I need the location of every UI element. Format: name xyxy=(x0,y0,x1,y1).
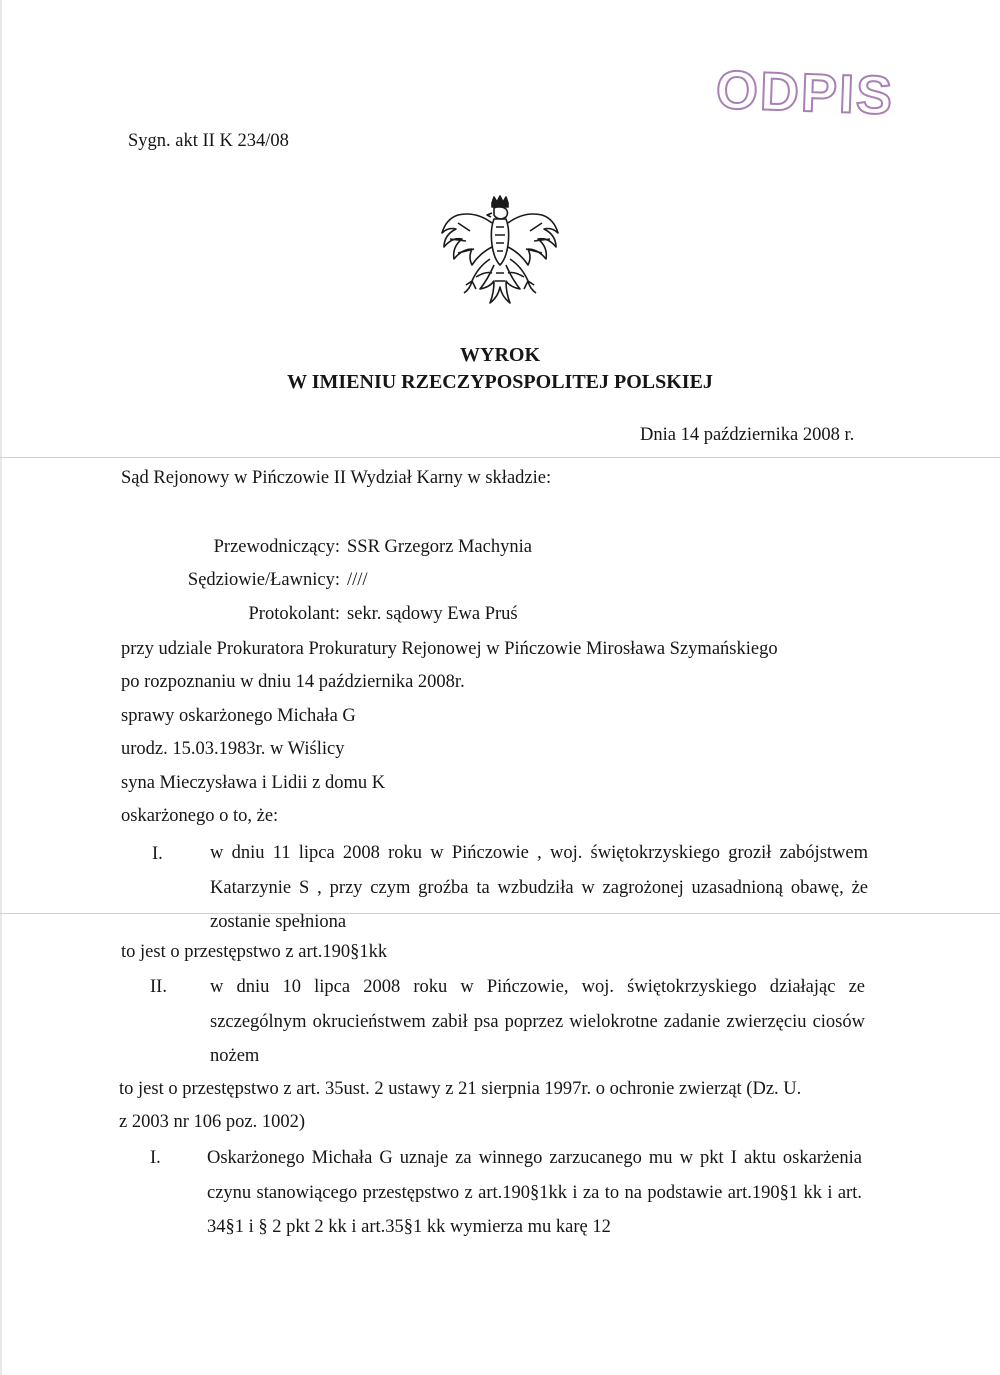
judgment-date: Dnia 14 października 2008 r. xyxy=(640,425,855,445)
defendant-line: sprawy oskarżonego Michała G xyxy=(121,706,356,726)
verdict-text: Oskarżonego Michała G uznaje za winnego zarzucanego mu w pkt I aktu oskarżenia czynu stanowiącego przestępstwo z art.190§1kk i za to na podstawie art.190§1 kk i art. 34§1 i § 2 pkt 2 kk i art.35§1 kk wymierza mu karę 12 xyxy=(207,1148,862,1237)
count-number: II. xyxy=(150,977,167,997)
chair-value: SSR Grzegorz Machynia xyxy=(347,537,532,557)
judgment-title: WYROK xyxy=(460,344,540,366)
hearing-line: po rozpoznaniu w dniu 14 października 2008r. xyxy=(121,672,465,692)
count-text: w dniu 10 lipca 2008 roku w Pińczowie, woj. świętokrzyskiego działając ze szczególnym okrucieństwem zabił psa poprzez wielokrotne zadanie zwierzęciu ciosów nożem xyxy=(210,977,865,1066)
case-signature: Sygn. akt II K 234/08 xyxy=(128,131,289,151)
odpis-stamp: ODPIS xyxy=(715,59,896,127)
count-qualification: to jest o przestępstwo z art.190§1kk xyxy=(121,942,388,962)
birth-line: urodz. 15.03.1983r. w Wiślicy xyxy=(121,739,345,759)
chair-label: Przewodniczący: xyxy=(213,537,340,557)
polish-eagle-emblem xyxy=(436,193,564,321)
count-qualification: to jest o przestępstwo z art. 35ust. 2 ustawy z 21 sierpnia 1997r. o ochronie zwierząt (Dz. U. xyxy=(119,1079,802,1099)
scan-fold-line xyxy=(0,457,1000,458)
court-composition: Sąd Rejonowy w Pińczowie II Wydział Karny w składzie: xyxy=(121,468,552,488)
parents-line: syna Mieczysława i Lidii z domu K xyxy=(121,773,386,793)
charged-line: oskarżonego o to, że: xyxy=(121,806,279,826)
judgment-subtitle: W IMIENIU RZECZYPOSPOLITEJ POLSKIEJ xyxy=(287,371,713,393)
judges-value: //// xyxy=(347,570,368,590)
count-text: w dniu 11 lipca 2008 roku w Pińczowie , woj. świętokrzyskiego groził zabójstwem Katarzynie S , przy czym groźba ta wzbudziła w zagrożonej uzasadnioną obawę, że zostanie spełniona xyxy=(210,843,868,932)
count-number: I. xyxy=(152,844,163,864)
scan-edge xyxy=(0,0,2,1375)
judges-label: Sędziowie/Ławnicy: xyxy=(187,570,340,590)
verdict-number: I. xyxy=(150,1148,161,1168)
prosecutor-line: przy udziale Prokuratora Prokuratury Rejonowej w Pińczowie Mirosława Szymańskiego xyxy=(121,639,778,659)
clerk-label: Protokolant: xyxy=(248,604,340,624)
clerk-value: sekr. sądowy Ewa Pruś xyxy=(347,604,518,624)
count-qualification-cont: z 2003 nr 106 poz. 1002) xyxy=(119,1112,305,1132)
